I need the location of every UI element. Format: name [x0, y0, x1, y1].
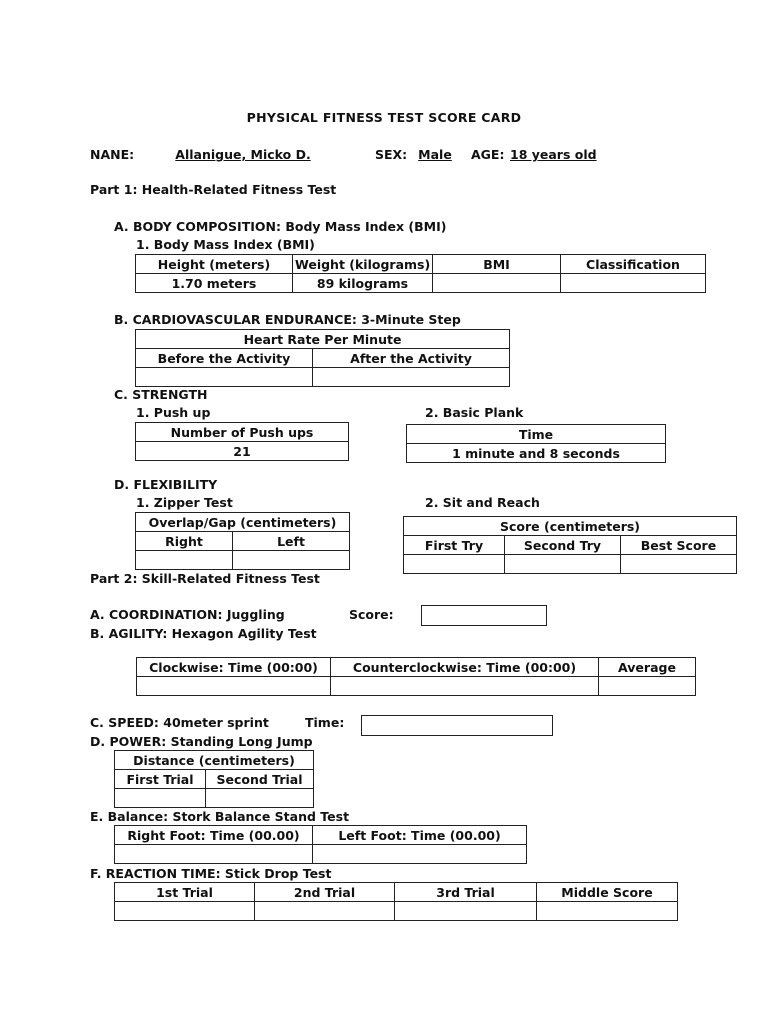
table-header: Right — [136, 532, 233, 551]
zipper-table — [135, 512, 350, 570]
table-header: Second Try — [505, 536, 621, 555]
clockwise-cell[interactable] — [137, 677, 331, 696]
speed-time-field[interactable] — [361, 715, 553, 736]
age-value: 18 years old — [510, 147, 597, 162]
first-trial-cell[interactable] — [115, 902, 255, 921]
right-foot-cell[interactable] — [115, 845, 313, 864]
table-row — [407, 425, 666, 444]
table-row — [115, 826, 527, 845]
table-header: First Trial — [115, 770, 206, 789]
table-header: Left — [233, 532, 350, 551]
coordination-score-field[interactable] — [421, 605, 547, 626]
heart-rate-table — [135, 329, 510, 387]
table-row — [136, 349, 510, 368]
table-row — [136, 442, 349, 461]
zipper-left-cell[interactable] — [233, 551, 350, 570]
age-label: AGE: — [471, 147, 505, 162]
sit-reach-label: 2. Sit and Reach — [425, 495, 540, 510]
agility-table — [136, 657, 696, 696]
table-header: Clockwise: Time (00:00) — [137, 658, 331, 677]
first-trial-cell[interactable] — [115, 789, 206, 808]
after-activity-cell[interactable] — [313, 368, 510, 387]
table-row — [136, 532, 350, 551]
zipper-right-cell[interactable] — [136, 551, 233, 570]
table-header: Height (meters) — [136, 255, 293, 274]
body-composition-heading: A. BODY COMPOSITION: Body Mass Index (BMI) — [114, 219, 447, 234]
table-row — [136, 368, 510, 387]
table-title: Score (centimeters) — [404, 517, 737, 536]
table-header: Time — [407, 425, 666, 444]
balance-table — [114, 825, 527, 864]
weight-cell[interactable]: 89 kilograms — [293, 274, 433, 293]
table-header: 3rd Trial — [395, 883, 537, 902]
table-header: Second Trial — [206, 770, 314, 789]
table-row — [137, 658, 696, 677]
middle-score-cell[interactable] — [537, 902, 678, 921]
part1-title: Part 1: Health-Related Fitness Test — [90, 182, 337, 197]
table-header: After the Activity — [313, 349, 510, 368]
table-header: Number of Push ups — [136, 423, 349, 442]
plank-label: 2. Basic Plank — [425, 405, 524, 420]
table-row — [115, 770, 314, 789]
bmi-cell[interactable] — [433, 274, 561, 293]
plank-value-cell[interactable]: 1 minute and 8 seconds — [407, 444, 666, 463]
table-header: 2nd Trial — [255, 883, 395, 902]
bmi-table — [135, 254, 706, 293]
table-title: Overlap/Gap (centimeters) — [136, 513, 350, 532]
bmi-subheading: 1. Body Mass Index (BMI) — [136, 237, 315, 252]
third-trial-cell[interactable] — [395, 902, 537, 921]
strength-heading: C. STRENGTH — [114, 387, 208, 402]
second-try-cell[interactable] — [505, 555, 621, 574]
name-value: Allanigue, Micko D. — [175, 147, 311, 162]
table-header: First Try — [404, 536, 505, 555]
counterclockwise-cell[interactable] — [331, 677, 599, 696]
name-label: NANE: — [90, 147, 135, 162]
table-title: Heart Rate Per Minute — [136, 330, 510, 349]
table-header: Left Foot: Time (00.00) — [313, 826, 527, 845]
table-header: Counterclockwise: Time (00:00) — [331, 658, 599, 677]
plank-table — [406, 424, 666, 463]
coordination-score-label: Score: — [349, 607, 394, 622]
pushup-value-cell[interactable]: 21 — [136, 442, 349, 461]
table-row — [115, 789, 314, 808]
table-row — [115, 751, 314, 770]
speed-heading: C. SPEED: 40meter sprint — [90, 715, 269, 730]
zipper-label: 1. Zipper Test — [136, 495, 233, 510]
classification-cell[interactable] — [561, 274, 706, 293]
cardio-heading: B. CARDIOVASCULAR ENDURANCE: 3-Minute Step — [114, 312, 461, 327]
sit-reach-table — [403, 516, 737, 574]
average-cell[interactable] — [599, 677, 696, 696]
table-header: Before the Activity — [136, 349, 313, 368]
coordination-heading: A. COORDINATION: Juggling — [90, 607, 285, 622]
sex-value: Male — [418, 147, 452, 162]
table-header: Weight (kilograms) — [293, 255, 433, 274]
balance-heading: E. Balance: Stork Balance Stand Test — [90, 809, 350, 824]
table-row — [136, 513, 350, 532]
table-row — [136, 255, 706, 274]
table-header: Right Foot: Time (00.00) — [115, 826, 313, 845]
table-title: Distance (centimeters) — [115, 751, 314, 770]
page-title: PHYSICAL FITNESS TEST SCORE CARD — [246, 110, 522, 125]
pushup-table — [135, 422, 349, 461]
table-row — [136, 274, 706, 293]
table-header: Best Score — [621, 536, 737, 555]
table-header: Classification — [561, 255, 706, 274]
pushup-label: 1. Push up — [136, 405, 211, 420]
best-score-cell[interactable] — [621, 555, 737, 574]
table-header: 1st Trial — [115, 883, 255, 902]
second-trial-cell[interactable] — [206, 789, 314, 808]
height-cell[interactable]: 1.70 meters — [136, 274, 293, 293]
table-header: Middle Score — [537, 883, 678, 902]
long-jump-table — [114, 750, 314, 808]
table-row — [136, 551, 350, 570]
first-try-cell[interactable] — [404, 555, 505, 574]
table-row — [407, 444, 666, 463]
table-row — [137, 677, 696, 696]
table-row — [404, 536, 737, 555]
table-row — [404, 517, 737, 536]
table-row — [115, 902, 678, 921]
sex-label: SEX: — [375, 147, 408, 162]
speed-time-label: Time: — [305, 715, 345, 730]
reaction-time-table — [114, 882, 678, 921]
table-header: BMI — [433, 255, 561, 274]
left-foot-cell[interactable] — [313, 845, 527, 864]
before-activity-cell[interactable] — [136, 368, 313, 387]
power-heading: D. POWER: Standing Long Jump — [90, 734, 313, 749]
second-trial-cell[interactable] — [255, 902, 395, 921]
table-row — [115, 883, 678, 902]
table-header: Average — [599, 658, 696, 677]
agility-heading: B. AGILITY: Hexagon Agility Test — [90, 626, 317, 641]
table-row — [136, 423, 349, 442]
flexibility-heading: D. FLEXIBILITY — [114, 477, 218, 492]
table-row — [404, 555, 737, 574]
reaction-time-heading: F. REACTION TIME: Stick Drop Test — [90, 866, 332, 881]
table-row — [115, 845, 527, 864]
part2-title: Part 2: Skill-Related Fitness Test — [90, 571, 320, 586]
table-row — [136, 330, 510, 349]
